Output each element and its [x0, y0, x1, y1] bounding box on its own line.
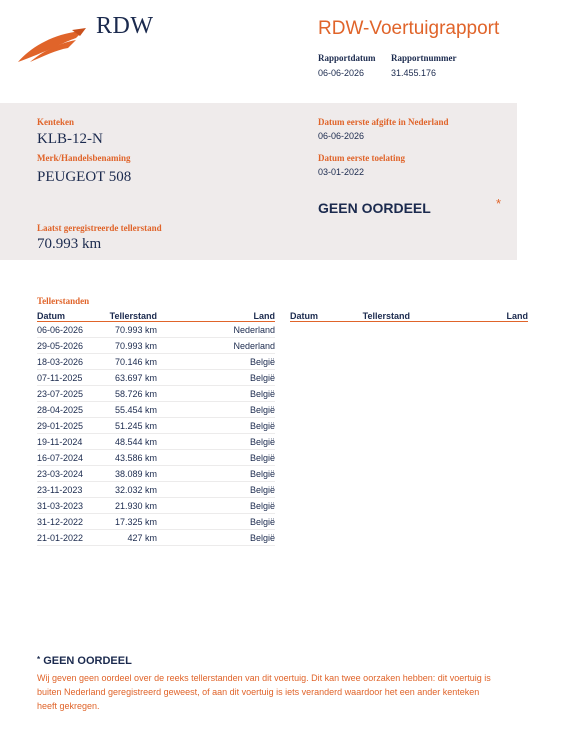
- table-row: [37, 322, 275, 338]
- readings-table: [37, 311, 275, 546]
- first-admission-value: 03-01-2022: [318, 167, 365, 177]
- row-date: 21-01-2022: [37, 532, 84, 543]
- table-row: [37, 498, 275, 514]
- first-nl-value: 06-06-2026: [318, 131, 365, 141]
- row-date: 28-04-2025: [37, 404, 84, 415]
- row-country: Nederland: [233, 340, 275, 351]
- footnote: [37, 655, 497, 713]
- column-header-odometer: Tellerstand: [109, 311, 157, 321]
- odometer-value: 70.993 km: [37, 236, 102, 252]
- rdw-logo-icon: [16, 26, 88, 66]
- row-date: 31-12-2022: [37, 516, 84, 527]
- row-date: 18-03-2026: [37, 356, 84, 367]
- column-header-odometer-2: Tellerstand: [362, 311, 410, 321]
- row-country: België: [249, 468, 275, 479]
- row-odometer: 70.993 km: [114, 340, 157, 351]
- column-header-date: Datum: [37, 311, 66, 321]
- row-country: België: [249, 420, 275, 431]
- row-date: 29-05-2026: [37, 340, 84, 351]
- table-row: [37, 370, 275, 386]
- row-odometer: 427 km: [127, 532, 157, 543]
- column-header-country-2: Land: [506, 311, 528, 321]
- table-row: [37, 482, 275, 498]
- row-odometer: 63.697 km: [114, 372, 157, 383]
- table-row: [37, 466, 275, 482]
- odometer-label: Laatst geregistreerde tellerstand: [37, 223, 162, 233]
- row-country: België: [249, 436, 275, 447]
- readings-table-body: [37, 322, 275, 546]
- footnote-text: Wij geven geen oordeel over de reeks tellerstanden van dit voertuig. Dit kan twee oorzaken hebben: dit voertuig is buiten Nederland geregistreerd geweest, of aan dit voertuig is iets veranderd waardoor het een ander kenteken heeft gekregen.: [37, 673, 491, 711]
- row-odometer: 70.993 km: [114, 324, 157, 335]
- table-row: [37, 450, 275, 466]
- row-country: België: [249, 500, 275, 511]
- first-admission-label: Datum eerste toelating: [318, 153, 405, 163]
- report-number-label: Rapportnummer: [391, 53, 457, 63]
- make-value: PEUGEOT 508: [37, 169, 132, 185]
- report-date-label: Rapportdatum: [318, 53, 376, 63]
- row-country: België: [249, 356, 275, 367]
- brand-name: RDW: [96, 13, 154, 39]
- row-country: België: [249, 452, 275, 463]
- plate-value: KLB-12-N: [37, 131, 103, 147]
- report-date-block: [318, 53, 376, 78]
- column-header-country: Land: [253, 311, 275, 321]
- row-odometer: 43.586 km: [114, 452, 157, 463]
- row-odometer: 38.089 km: [114, 468, 157, 479]
- table-row: [37, 402, 275, 418]
- readings-table-continued-header: [290, 311, 528, 322]
- first-nl-label: Datum eerste afgifte in Nederland: [318, 117, 449, 127]
- footnote-title: [37, 655, 497, 667]
- row-country: België: [249, 484, 275, 495]
- table-row: [37, 530, 275, 546]
- row-odometer: 55.454 km: [114, 404, 157, 415]
- table-row: [37, 338, 275, 354]
- report-number-block: [391, 53, 457, 78]
- readings-table-continued: [290, 311, 528, 322]
- row-odometer: 51.245 km: [114, 420, 157, 431]
- row-odometer: 32.032 km: [114, 484, 157, 495]
- row-date: 16-07-2024: [37, 452, 84, 463]
- row-odometer: 21.930 km: [114, 500, 157, 511]
- table-row: [37, 434, 275, 450]
- row-odometer: 48.544 km: [114, 436, 157, 447]
- report-date-value: 06-06-2026: [318, 68, 365, 78]
- row-date: 31-03-2023: [37, 500, 84, 511]
- row-country: België: [249, 404, 275, 415]
- row-country: België: [249, 532, 275, 543]
- table-row: [37, 514, 275, 530]
- table-row: [37, 418, 275, 434]
- readings-title: Tellerstanden: [37, 296, 90, 306]
- row-date: 23-11-2023: [37, 484, 83, 495]
- row-odometer: 58.726 km: [114, 388, 157, 399]
- table-row: [37, 354, 275, 370]
- row-date: 06-06-2026: [37, 324, 84, 335]
- report-number-value: 31.455.176: [391, 68, 437, 78]
- verdict-marker: *: [496, 196, 502, 211]
- make-label: Merk/Handelsbenaming: [37, 153, 131, 163]
- plate-label: Kenteken: [37, 117, 74, 127]
- row-date: 19-11-2024: [37, 436, 83, 447]
- row-country: Nederland: [233, 324, 275, 335]
- readings-table-header: [37, 311, 275, 322]
- row-odometer: 70.146 km: [114, 356, 157, 367]
- row-date: 23-07-2025: [37, 388, 84, 399]
- footnote-marker: *: [37, 655, 41, 664]
- report-title: RDW-Voertuigrapport: [318, 18, 500, 39]
- table-row: [37, 386, 275, 402]
- row-date: 23-03-2024: [37, 468, 84, 479]
- row-date: 29-01-2025: [37, 420, 84, 431]
- row-odometer: 17.325 km: [114, 516, 157, 527]
- row-date: 07-11-2025: [37, 372, 83, 383]
- column-header-date-2: Datum: [290, 311, 319, 321]
- footnote-title-text: GEEN OORDEEL: [43, 655, 132, 667]
- verdict-text: GEEN OORDEEL: [318, 200, 431, 216]
- row-country: België: [249, 372, 275, 383]
- row-country: België: [249, 388, 275, 399]
- row-country: België: [249, 516, 275, 527]
